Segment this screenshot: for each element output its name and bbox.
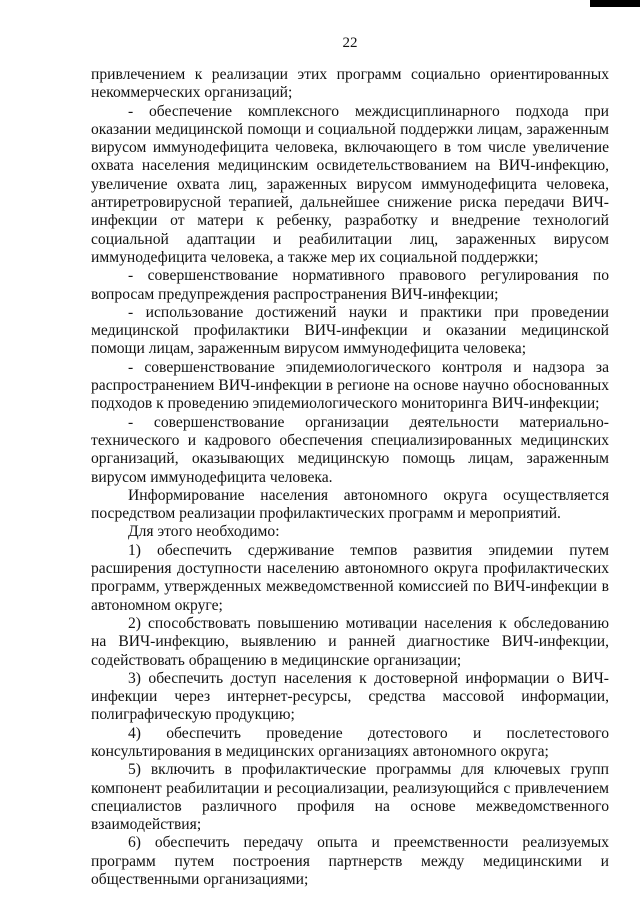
numbered-item: 4) обеспечить проведение дотестового и послетестового консультирования в медицинских организациях автономного округа; [91,724,609,760]
numbered-item: 2) способствовать повышению мотивации населения к обследованию на ВИЧ-инфекцию, выявлению и ранней диагностике ВИЧ-инфекции, содействовать обращению в медицинские организации; [91,614,609,669]
paragraph-item: - совершенствование организации деятельности материально-технического и кадрового обеспечения специализированных медицинских организаций, оказывающих медицинскую помощь лицам, зараженным вирусом иммунодефицита человека. [91,413,609,486]
numbered-item: 6) обеспечить передачу опыта и преемственности реализуемых программ путем построения партнерств между медицинскими и общественными организациями; [91,834,609,889]
paragraph-informing: Информирование населения автономного округа осуществляется посредством реализации профилактических программ и мероприятий. [91,486,609,523]
paragraph-item: - обеспечение комплексного междисциплинарного подхода при оказании медицинской помощи и социальной поддержки лицам, зараженным вирусом иммунодефицита человека, включающего в том числе увеличение охвата населения медицинским освидетельствованием на ВИЧ-инфекцию, увеличение охвата лиц, зараженных вирусом иммунодефицита человека, антиретровирусной терапией, дальнейшее снижение риска передачи ВИЧ-инфекции от матери к ребенку, разработку и внедрение технологий социальной адаптации и реабилитации лиц, зараженных вирусом иммунодефицита человека, а также мер их социальной поддержки; [91,102,609,266]
numbered-item: 1) обеспечить сдерживание темпов развития эпидемии путем расширения доступности населению автономного округа профилактических программ, утвержденных межведомственной комиссией по ВИЧ-инфекции в автономном округе; [91,541,609,614]
paragraph-necessary: Для этого необходимо: [128,523,280,541]
page-number: 22 [342,35,358,51]
paragraph-continuation: привлечением к реализации этих программ социально ориентированных некоммерческих организаций; [91,66,609,102]
numbered-item: 3) обеспечить доступ населения к достоверной информации о ВИЧ-инфекции через интернет-ресурсы, средства массовой информации, полиграфическую продукцию; [91,669,609,724]
numbered-item: 5) включить в профилактические программы для ключевых групп компонент реабилитации и ресоциализации, реализующийся с привлечением специалистов различного профиля на основе межведомственного взаимодействия; [91,761,609,834]
paragraph-item: - совершенствование нормативного правового регулирования по вопросам предупреждения распространения ВИЧ-инфекции; [91,267,609,303]
paragraph-item: - совершенствование эпидемиологического контроля и надзора за распространением ВИЧ-инфекции в регионе на основе научно обоснованных подходов к проведению эпидемиологического мониторинга ВИЧ-инфекции; [91,358,609,413]
paragraph-item: - использование достижений науки и практики при проведении медицинской профилактики ВИЧ-инфекции и оказании медицинской помощи лицам, зараженным вирусом иммунодефицита человека; [91,303,609,358]
body-text [91,66,609,889]
corner-mark [590,0,640,7]
